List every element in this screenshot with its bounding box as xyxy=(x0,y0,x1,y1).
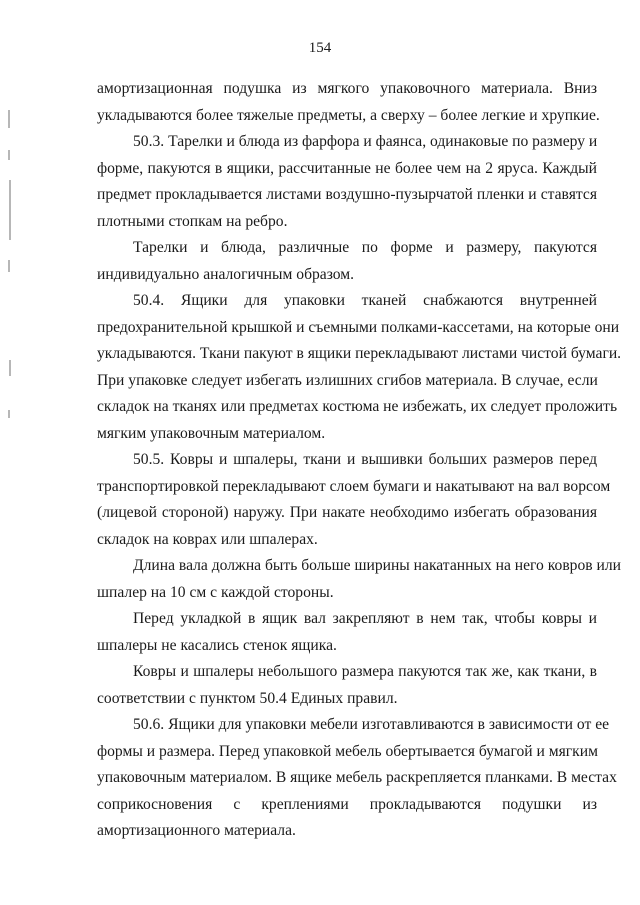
text-line: Ковры и шпалеры небольшого размера пакуются так же, как ткани, в xyxy=(133,663,597,680)
paragraph xyxy=(97,288,622,447)
text-line: индивидуально аналогичным образом. xyxy=(97,265,355,283)
paragraph xyxy=(97,553,622,606)
scan-artifact-marks xyxy=(8,110,12,440)
text-line: укладываются. Ткани пакуют в ящики перекладывают листами чистой бумаги. xyxy=(97,345,622,362)
page-number: 154 xyxy=(308,40,332,56)
text-line: предмет прокладывается листами воздушно-пузырчатой пленки и ставятся xyxy=(97,186,597,203)
paragraph xyxy=(97,129,597,235)
text-line: шпалеры не касались стенок ящика. xyxy=(97,636,337,654)
text-line: 50.5. Ковры и шпалеры, ткани и вышивки больших размеров перед xyxy=(133,451,597,468)
text-line: предохранительной крышкой и съемными полками-кассетами, на которые они xyxy=(97,318,620,336)
paragraph xyxy=(97,712,617,845)
text-line: Перед укладкой в ящик вал закрепляют в нем так, чтобы ковры и xyxy=(133,610,597,627)
text-line: амортизационная подушка из мягкого упаковочного материала. Вниз xyxy=(97,80,597,97)
text-line: складок на коврах или шпалерах. xyxy=(97,530,318,548)
text-line: Длина вала должна быть больше ширины накатанных на него ковров или xyxy=(133,557,622,574)
text-line: 50.4. Ящики для упаковки тканей снабжаются внутренней xyxy=(133,292,597,309)
paragraph xyxy=(97,235,597,288)
text-line: 50.6. Ящики для упаковки мебели изготавливаются в зависимости от ее xyxy=(133,716,610,733)
text-line: При упаковке следует избегать излишних сгибов материала. В случае, если xyxy=(97,371,598,389)
text-line: амортизационного материала. xyxy=(97,822,296,839)
text-line: упаковочным материалом. В ящике мебель раскрепляется планками. В местах xyxy=(97,769,617,786)
text-line: шпалер на 10 см с каждой стороны. xyxy=(97,583,334,601)
text-line: укладываются более тяжелые предметы, а сверху – более легкие и хрупкие. xyxy=(97,106,600,124)
text-line: мягким упаковочным материалом. xyxy=(97,424,326,442)
text-line: Тарелки и блюда, различные по форме и размеру, пакуются xyxy=(133,239,597,256)
text-line: соответствии с пунктом 50.4 Единых правил. xyxy=(97,689,398,707)
text-line: транспортировкой перекладывают слоем бумаги и накатывают на вал ворсом xyxy=(97,477,611,495)
document-body xyxy=(97,76,622,845)
text-line: (лицевой стороной) наружу. При накате необходимо избегать образования xyxy=(97,504,597,521)
paragraph xyxy=(97,76,600,129)
paragraph xyxy=(97,447,611,553)
text-line: форме, пакуются в ящики, рассчитанные не более чем на 2 яруса. Каждый xyxy=(97,159,597,177)
paragraph xyxy=(97,606,597,659)
paragraph xyxy=(97,659,597,712)
text-line: плотными стопкам на ребро. xyxy=(97,212,288,230)
text-line: формы и размера. Перед упаковкой мебель обертывается бумагой и мягким xyxy=(97,742,598,760)
text-line: 50.3. Тарелки и блюда из фарфора и фаянса, одинаковые по размеру и xyxy=(133,133,598,150)
text-line: складок на тканях или предметах костюма не избежать, их следует проложить xyxy=(97,398,618,415)
text-line: соприкосновения с креплениями прокладываются подушки из xyxy=(97,795,597,813)
